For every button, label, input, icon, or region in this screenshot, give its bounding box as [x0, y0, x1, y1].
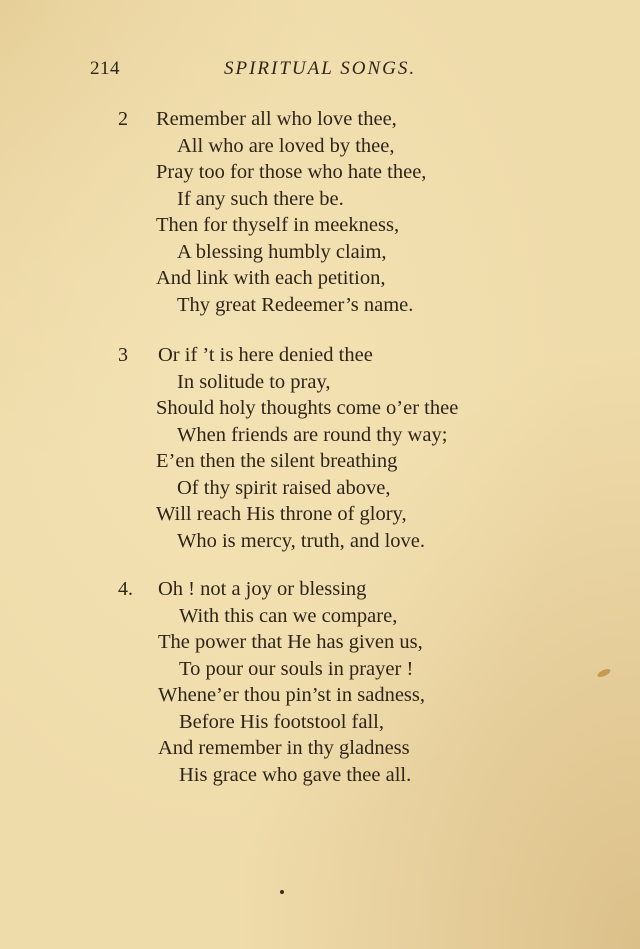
verse-line: His grace who gave thee all. [179, 763, 412, 786]
verse-line: Before His footstool fall, [179, 710, 384, 733]
verse-line: Should holy thoughts come o’er thee [156, 397, 459, 419]
stanza-number: 4. [118, 578, 133, 600]
verse-line: Then for thyself in meekness, [156, 214, 400, 236]
stanza-number: 2 [118, 108, 128, 130]
verse-line: When friends are round thy way; [177, 423, 448, 446]
verse-line: Remember all who love thee, [156, 108, 397, 130]
verse-line: Oh ! not a joy or blessing [158, 578, 367, 600]
verse-line: Pray too for those who hate thee, [156, 161, 427, 183]
paper-stain [596, 667, 611, 678]
page-number: 214 [90, 58, 120, 79]
verse-line: Thy great Redeemer’s name. [177, 293, 414, 316]
verse-line: Who is mercy, truth, and love. [177, 529, 426, 552]
verse-line: E’en then the silent breathing [156, 450, 398, 472]
running-title: SPIRITUAL SONGS. [224, 58, 417, 79]
verse-line: And remember in thy gladness [158, 737, 410, 759]
verse-line: To pour our souls in prayer ! [179, 657, 414, 680]
verse-line: All who are loved by thee, [177, 134, 395, 157]
verse-line: A blessing humbly claim, [177, 240, 387, 263]
verse-line: Will reach His throne of glory, [156, 503, 407, 525]
ink-speck [280, 890, 284, 894]
verse-line: With this can we compare, [179, 604, 398, 627]
page-header [90, 58, 510, 88]
verse-line: And link with each petition, [156, 267, 386, 289]
verse-line: Or if ’t is here denied thee [158, 344, 373, 366]
verse-line: In solitude to pray, [177, 370, 331, 393]
stanza-number: 3 [118, 344, 128, 366]
verse-line: Whene’er thou pin’st in sadness, [158, 684, 426, 706]
verse-line: The power that He has given us, [158, 631, 423, 653]
verse-line: If any such there be. [177, 187, 344, 210]
verse-line: Of thy spirit raised above, [177, 476, 391, 499]
